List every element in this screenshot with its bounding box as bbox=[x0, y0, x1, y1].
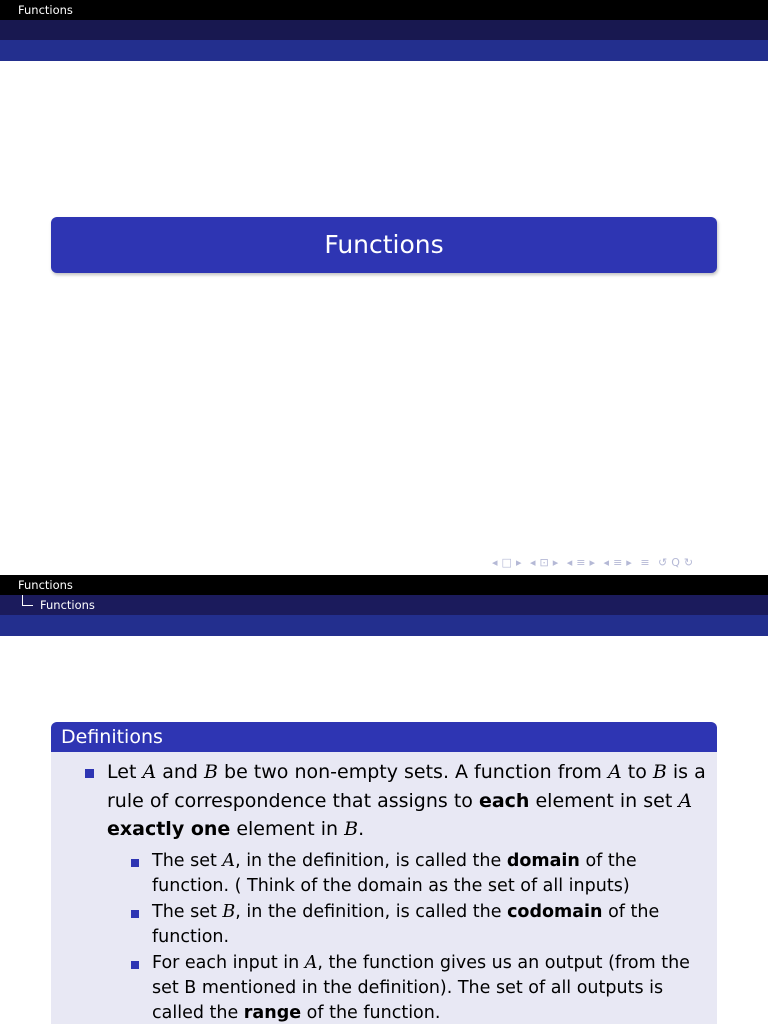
nav-prev-frame-icon[interactable]: ◂ bbox=[492, 556, 499, 569]
sub-bullet-square-icon bbox=[131, 961, 139, 969]
sub-item-codomain: The set B, in the definition, is called the codomain of the function. bbox=[152, 902, 660, 947]
slide-header bbox=[0, 575, 768, 595]
sub-bullet-square-icon bbox=[131, 859, 139, 867]
nav-next-part-icon[interactable]: ▸ bbox=[626, 556, 633, 569]
header-band-blue bbox=[0, 40, 768, 61]
header-section-title: Functions bbox=[18, 578, 73, 592]
nav-prev-section-icon[interactable]: ◂ bbox=[566, 556, 574, 569]
nav-next-subsection-icon[interactable]: ▸ bbox=[552, 556, 560, 569]
header-band-dark bbox=[0, 20, 768, 40]
back-icon[interactable]: ↺ bbox=[658, 556, 669, 569]
beamer-nav-bar bbox=[492, 556, 697, 572]
part-icon[interactable]: ≡ bbox=[613, 556, 624, 569]
block-title: Definitions bbox=[61, 726, 163, 748]
nav-next-frame-icon[interactable]: ▸ bbox=[515, 556, 523, 569]
sub-item-range: For each input in A, the function gives us an output (from the set B mentioned in the definition). The set of all outputs is called the range of the function. bbox=[152, 953, 690, 1023]
section-icon[interactable]: ≡ bbox=[576, 556, 587, 569]
forward-icon[interactable]: ↻ bbox=[683, 556, 695, 569]
slide-title: Functions bbox=[324, 230, 444, 259]
slide-title-box bbox=[51, 217, 717, 273]
definition-block bbox=[51, 722, 717, 1024]
sub-item-domain: The set A, in the definition, is called the domain of the function. ( Think of the domain as the set of all inputs) bbox=[152, 851, 637, 896]
slide-header bbox=[0, 0, 768, 20]
search-icon[interactable]: Q bbox=[671, 556, 681, 569]
nav-next-section-icon[interactable]: ▸ bbox=[589, 556, 597, 569]
header-subsection-row bbox=[0, 595, 768, 615]
sub-bullet-square-icon bbox=[131, 910, 139, 918]
bullet-square-icon bbox=[85, 769, 94, 778]
nav-prev-part-icon[interactable]: ◂ bbox=[603, 556, 611, 569]
tree-branch-icon bbox=[22, 595, 33, 606]
header-section-title: Functions bbox=[18, 3, 73, 17]
block-header bbox=[51, 722, 717, 752]
nav-prev-subsection-icon[interactable]: ◂ bbox=[529, 556, 537, 569]
header-band-blue bbox=[0, 615, 768, 636]
document-icon[interactable]: ≡ bbox=[640, 556, 651, 569]
definitions-slide bbox=[0, 575, 768, 1024]
frame-icon[interactable]: □ bbox=[501, 556, 513, 569]
subsection-icon[interactable]: ⊡ bbox=[539, 556, 550, 569]
header-subsection-title: Functions bbox=[40, 598, 95, 612]
definition-item: Let A and B be two non-empty sets. A function from A to B is a rule of correspondence that assigns to each element in set A exactly one element in B. bbox=[107, 761, 706, 840]
